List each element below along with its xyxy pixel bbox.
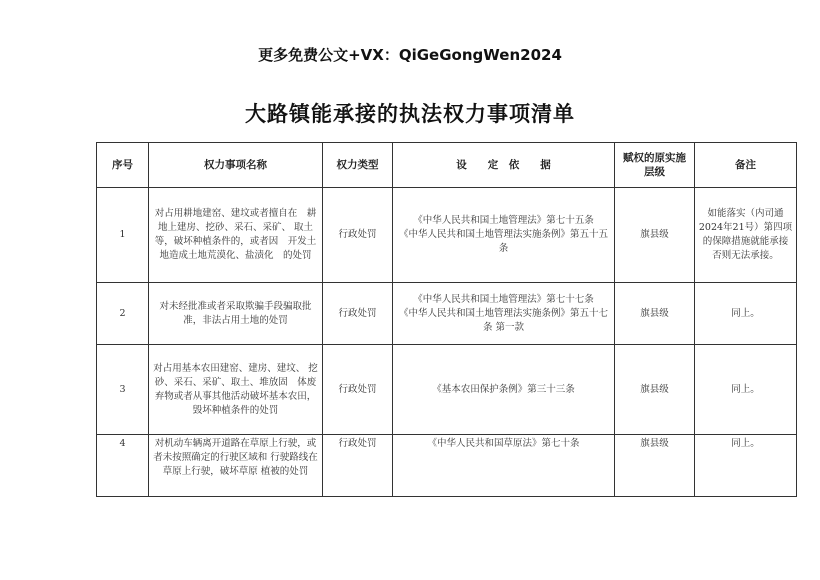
cell-level: 旗县级 <box>615 188 695 283</box>
cell-no: 3 <box>97 345 149 435</box>
table-row <box>97 345 797 435</box>
basis-line: 《中华人民共和国土地管理法实施条例》第五十五条 <box>398 229 608 254</box>
header-type: 权力类型 <box>323 143 393 188</box>
basis-line: 《中华人民共和国土地管理法》第七十五条 <box>413 215 594 226</box>
table-row <box>97 435 797 497</box>
cell-remark: 同上。 <box>695 435 797 497</box>
basis-line: 《中华人民共和国土地管理法实施条例》第五十七条 第一款 <box>398 307 608 333</box>
cell-basis <box>393 345 615 435</box>
cell-no: 1 <box>97 188 149 283</box>
header-note: 更多免费公文+VX：QiGeGongWen2024 <box>258 46 562 64</box>
cell-remark: 同上。 <box>695 345 797 435</box>
table-header-row <box>97 143 797 188</box>
document-title: 大路镇能承接的执法权力事项清单 <box>245 102 575 126</box>
basis-line: 《基本农田保护条例》第三十三条 <box>432 383 575 395</box>
cell-type: 行政处罚 <box>323 188 393 283</box>
cell-matter: 对机动车辆离开道路在草原上行驶，或者未按照确定的行驶区域和 行驶路线在草原上行驶，破坏草原 植被的处罚 <box>149 435 323 497</box>
table-row <box>97 283 797 345</box>
cell-basis <box>393 188 615 283</box>
cell-basis <box>393 283 615 345</box>
cell-level: 旗县级 <box>615 345 695 435</box>
cell-level: 旗县级 <box>615 435 695 497</box>
cell-matter: 对占用耕地建窑、建坟或者擅自在 耕地上建房、挖砂、采石、采矿、 取土等，破坏种植条件的，或者因 开发土地造成土地荒漠化、盐渍化 的处罚 <box>149 188 323 283</box>
header-no: 序号 <box>97 143 149 188</box>
header-level: 赋权的原实施层级 <box>615 143 695 188</box>
cell-no: 2 <box>97 283 149 345</box>
table-row <box>97 188 797 283</box>
cell-basis <box>393 435 615 497</box>
cell-type: 行政处罚 <box>323 283 393 345</box>
cell-remark: 同上。 <box>695 283 797 345</box>
cell-matter: 对占用基本农田建窑、建房、建坟、 挖砂、采石、采矿、取土、堆放固 体废弃物或者从事其他活动破坏基本农田，毁坏种植条件的处罚 <box>149 345 323 435</box>
basis-line: 《中华人民共和国草原法》第七十条 <box>427 438 580 449</box>
cell-matter: 对未经批准或者采取欺骗手段骗取批准，非法占用土地的处罚 <box>149 283 323 345</box>
header-remark: 备注 <box>695 143 797 188</box>
header-matter: 权力事项名称 <box>149 143 323 188</box>
cell-type: 行政处罚 <box>323 345 393 435</box>
cell-level: 旗县级 <box>615 283 695 345</box>
power-items-table <box>96 142 797 497</box>
cell-no: 4 <box>97 435 149 497</box>
cell-type: 行政处罚 <box>323 435 393 497</box>
header-basis: 设 定 依 据 <box>393 143 615 188</box>
cell-remark: 如能落实（内司通2024年21号）第四项的保障措施就能承接 否则无法承接。 <box>695 188 797 283</box>
basis-line: 《中华人民共和国土地管理法》第七十七条 <box>413 293 594 305</box>
